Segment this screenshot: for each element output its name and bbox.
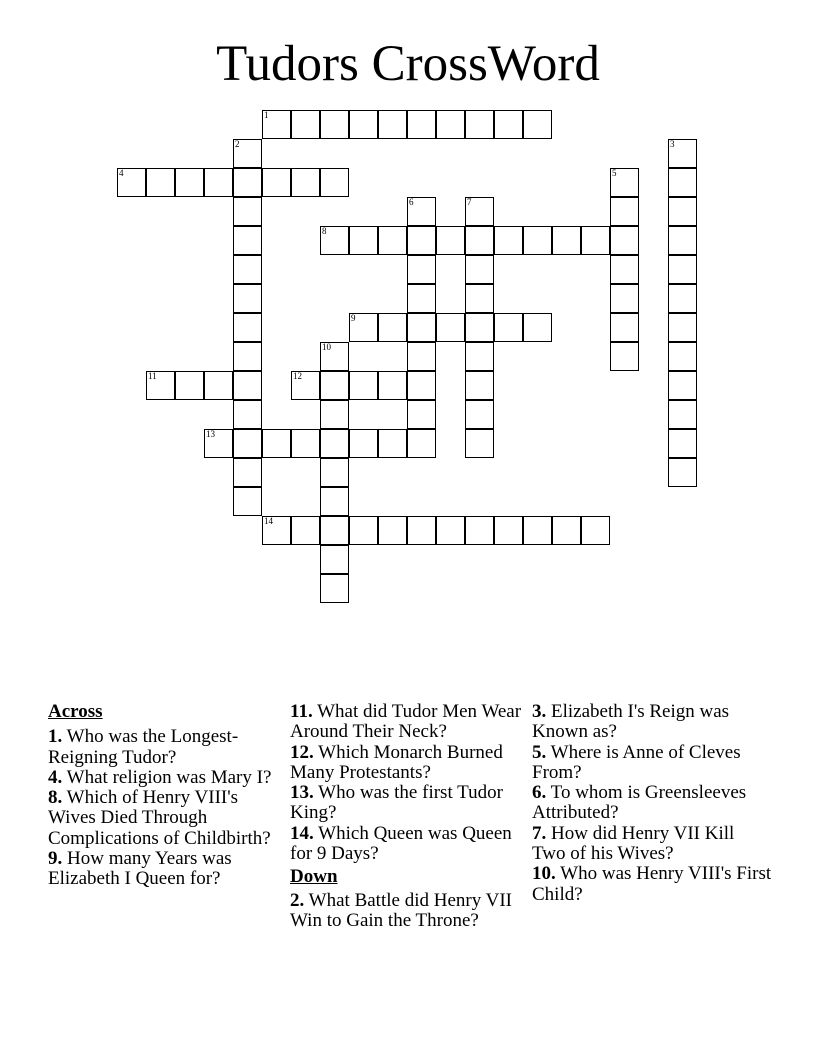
grid-cell[interactable]	[320, 226, 349, 255]
grid-cell[interactable]	[407, 516, 436, 545]
grid-cell[interactable]	[146, 371, 175, 400]
grid-cell[interactable]	[668, 400, 697, 429]
grid-cell[interactable]	[552, 226, 581, 255]
grid-cell[interactable]	[552, 516, 581, 545]
grid-cell[interactable]	[610, 284, 639, 313]
puzzle-title: Tudors CrossWord	[216, 36, 600, 92]
clue-down-10: 10. Who was Henry VIII's First Child?	[532, 863, 772, 905]
grid-cell[interactable]	[117, 168, 146, 197]
grid-cell[interactable]	[523, 226, 552, 255]
grid-cell[interactable]	[262, 110, 291, 139]
grid-cell[interactable]	[291, 110, 320, 139]
grid-cell[interactable]	[291, 371, 320, 400]
grid-cell[interactable]	[581, 516, 610, 545]
grid-cell[interactable]	[320, 110, 349, 139]
grid-cell[interactable]	[407, 342, 436, 371]
grid-cell[interactable]	[378, 313, 407, 342]
grid-cell[interactable]	[233, 371, 262, 400]
clue-number-label: 4	[119, 168, 124, 178]
grid-cell[interactable]	[436, 226, 465, 255]
clue-number-label: 14	[264, 516, 273, 526]
grid-cell[interactable]	[668, 255, 697, 284]
grid-cell[interactable]	[610, 197, 639, 226]
grid-cell[interactable]	[320, 400, 349, 429]
grid-cell[interactable]	[668, 197, 697, 226]
grid-cell[interactable]	[465, 197, 494, 226]
grid-cell[interactable]	[465, 429, 494, 458]
clue-number-label: 13	[206, 429, 215, 439]
grid-cell[interactable]	[668, 342, 697, 371]
grid-cell[interactable]	[465, 226, 494, 255]
grid-cell[interactable]	[668, 226, 697, 255]
grid-cell[interactable]	[465, 110, 494, 139]
grid-cell[interactable]	[233, 284, 262, 313]
grid-cell[interactable]	[668, 458, 697, 487]
grid-cell[interactable]	[262, 516, 291, 545]
grid-cell[interactable]	[291, 168, 320, 197]
grid-cell[interactable]	[668, 313, 697, 342]
grid-cell[interactable]	[523, 516, 552, 545]
clue-across-11: 11. What did Tudor Men Wear Around Their Neck?	[290, 701, 522, 743]
grid-cell[interactable]	[349, 110, 378, 139]
grid-cell[interactable]	[320, 574, 349, 603]
clue-down-5: 5. Where is Anne of Cleves From?	[532, 741, 741, 783]
grid-cell[interactable]	[233, 139, 262, 168]
grid-cell[interactable]	[349, 371, 378, 400]
grid-cell[interactable]	[320, 458, 349, 487]
grid-cell[interactable]	[465, 516, 494, 545]
grid-cell[interactable]	[349, 429, 378, 458]
grid-cell[interactable]	[407, 371, 436, 400]
clue-number-label: 5	[612, 168, 617, 178]
grid-cell[interactable]	[610, 255, 639, 284]
clue-across-9: 9. How many Years was Elizabeth I Queen for?	[48, 848, 232, 890]
grid-cell[interactable]	[668, 284, 697, 313]
grid-cell[interactable]	[494, 226, 523, 255]
grid-cell[interactable]	[233, 458, 262, 487]
clue-number-label: 6	[409, 197, 414, 207]
grid-cell[interactable]	[465, 313, 494, 342]
across-heading: Across	[48, 701, 103, 722]
grid-cell[interactable]	[407, 313, 436, 342]
grid-cell[interactable]	[668, 429, 697, 458]
clue-across-13: 13. Who was the first Tudor King?	[290, 782, 503, 824]
clue-across-14: 14. Which Queen was Queen for 9 Days?	[290, 822, 512, 865]
grid-cell[interactable]	[581, 226, 610, 255]
grid-cell[interactable]	[378, 226, 407, 255]
clue-across-8: 8. Which of Henry VIII's Wives Died Through Complications of Childbirth?	[48, 787, 271, 849]
grid-cell[interactable]	[378, 371, 407, 400]
clue-number-label: 2	[235, 139, 240, 149]
grid-cell[interactable]	[494, 313, 523, 342]
grid-cell[interactable]	[204, 429, 233, 458]
grid-cell[interactable]	[494, 516, 523, 545]
grid-cell[interactable]	[407, 197, 436, 226]
clue-down-2: 2. What Battle did Henry VII Win to Gain the Throne?	[290, 889, 512, 931]
clue-number-label: 7	[467, 197, 472, 207]
grid-cell[interactable]	[349, 313, 378, 342]
grid-cell[interactable]	[349, 226, 378, 255]
grid-cell[interactable]	[233, 197, 262, 226]
grid-cell[interactable]	[407, 226, 436, 255]
grid-cell[interactable]	[204, 168, 233, 197]
grid-cell[interactable]	[668, 139, 697, 168]
grid-cell[interactable]	[610, 226, 639, 255]
clue-down-3: 3. Elizabeth I's Reign was Known as?	[532, 701, 730, 743]
grid-cell[interactable]	[407, 429, 436, 458]
grid-cell[interactable]	[262, 168, 291, 197]
grid-cell[interactable]	[523, 313, 552, 342]
grid-cell[interactable]	[320, 545, 349, 574]
grid-cell[interactable]	[610, 342, 639, 371]
grid-cell[interactable]	[204, 371, 233, 400]
grid-cell[interactable]	[320, 168, 349, 197]
grid-cell[interactable]	[668, 371, 697, 400]
grid-cell[interactable]	[233, 400, 262, 429]
clue-number-label: 3	[670, 139, 675, 149]
down-heading: Down	[290, 866, 338, 888]
grid-cell[interactable]	[262, 429, 291, 458]
grid-cell[interactable]	[233, 487, 262, 516]
grid-cell[interactable]	[610, 313, 639, 342]
clue-number-label: 9	[351, 313, 356, 323]
grid-cell[interactable]	[465, 371, 494, 400]
clue-number-label: 12	[293, 371, 302, 381]
grid-cell[interactable]	[494, 110, 523, 139]
grid-cell[interactable]	[320, 429, 349, 458]
grid-cell[interactable]	[320, 342, 349, 371]
grid-cell[interactable]	[407, 255, 436, 284]
clue-number-label: 8	[322, 226, 327, 236]
grid-cell[interactable]	[465, 255, 494, 284]
grid-cell[interactable]	[436, 110, 465, 139]
grid-cell[interactable]	[175, 371, 204, 400]
clue-number-label: 1	[264, 110, 269, 120]
grid-cell[interactable]	[233, 168, 262, 197]
grid-cell[interactable]	[668, 168, 697, 197]
grid-cell[interactable]	[407, 284, 436, 313]
grid-cell[interactable]	[291, 429, 320, 458]
clue-number-label: 11	[148, 371, 157, 381]
clue-number-label: 10	[322, 342, 331, 352]
clue-column-1	[48, 702, 284, 890]
grid-cell[interactable]	[523, 110, 552, 139]
grid-cell[interactable]	[407, 400, 436, 429]
grid-cell[interactable]	[436, 313, 465, 342]
grid-cell[interactable]	[233, 313, 262, 342]
clue-column-3	[532, 702, 772, 905]
grid-cell[interactable]	[610, 168, 639, 197]
grid-cell[interactable]	[436, 516, 465, 545]
clue-down-7: 7. How did Henry VII Kill Two of his Wives?	[532, 822, 735, 865]
clue-across-1: 1. Who was the Longest-Reigning Tudor?	[48, 726, 239, 768]
grid-cell[interactable]	[320, 516, 349, 545]
grid-cell[interactable]	[407, 110, 436, 139]
grid-cell[interactable]	[465, 400, 494, 429]
grid-cell[interactable]	[378, 429, 407, 458]
grid-cell[interactable]	[378, 110, 407, 139]
grid-cell[interactable]	[465, 342, 494, 371]
grid-cell[interactable]	[233, 429, 262, 458]
grid-cell[interactable]	[378, 516, 407, 545]
grid-cell[interactable]	[175, 168, 204, 197]
grid-cell[interactable]	[233, 255, 262, 284]
grid-cell[interactable]	[146, 168, 175, 197]
grid-cell[interactable]	[233, 226, 262, 255]
grid-cell[interactable]	[320, 371, 349, 400]
clue-down-6: 6. To whom is Greensleeves Attributed?	[532, 782, 747, 824]
grid-cell[interactable]	[291, 516, 320, 545]
clue-column-2	[290, 702, 522, 931]
clue-across-4: 4. What religion was Mary I?	[48, 766, 272, 788]
grid-cell[interactable]	[320, 487, 349, 516]
grid-cell[interactable]	[349, 516, 378, 545]
clue-across-12: 12. Which Monarch Burned Many Protestants?	[290, 741, 503, 783]
grid-cell[interactable]	[233, 342, 262, 371]
grid-cell[interactable]	[465, 284, 494, 313]
